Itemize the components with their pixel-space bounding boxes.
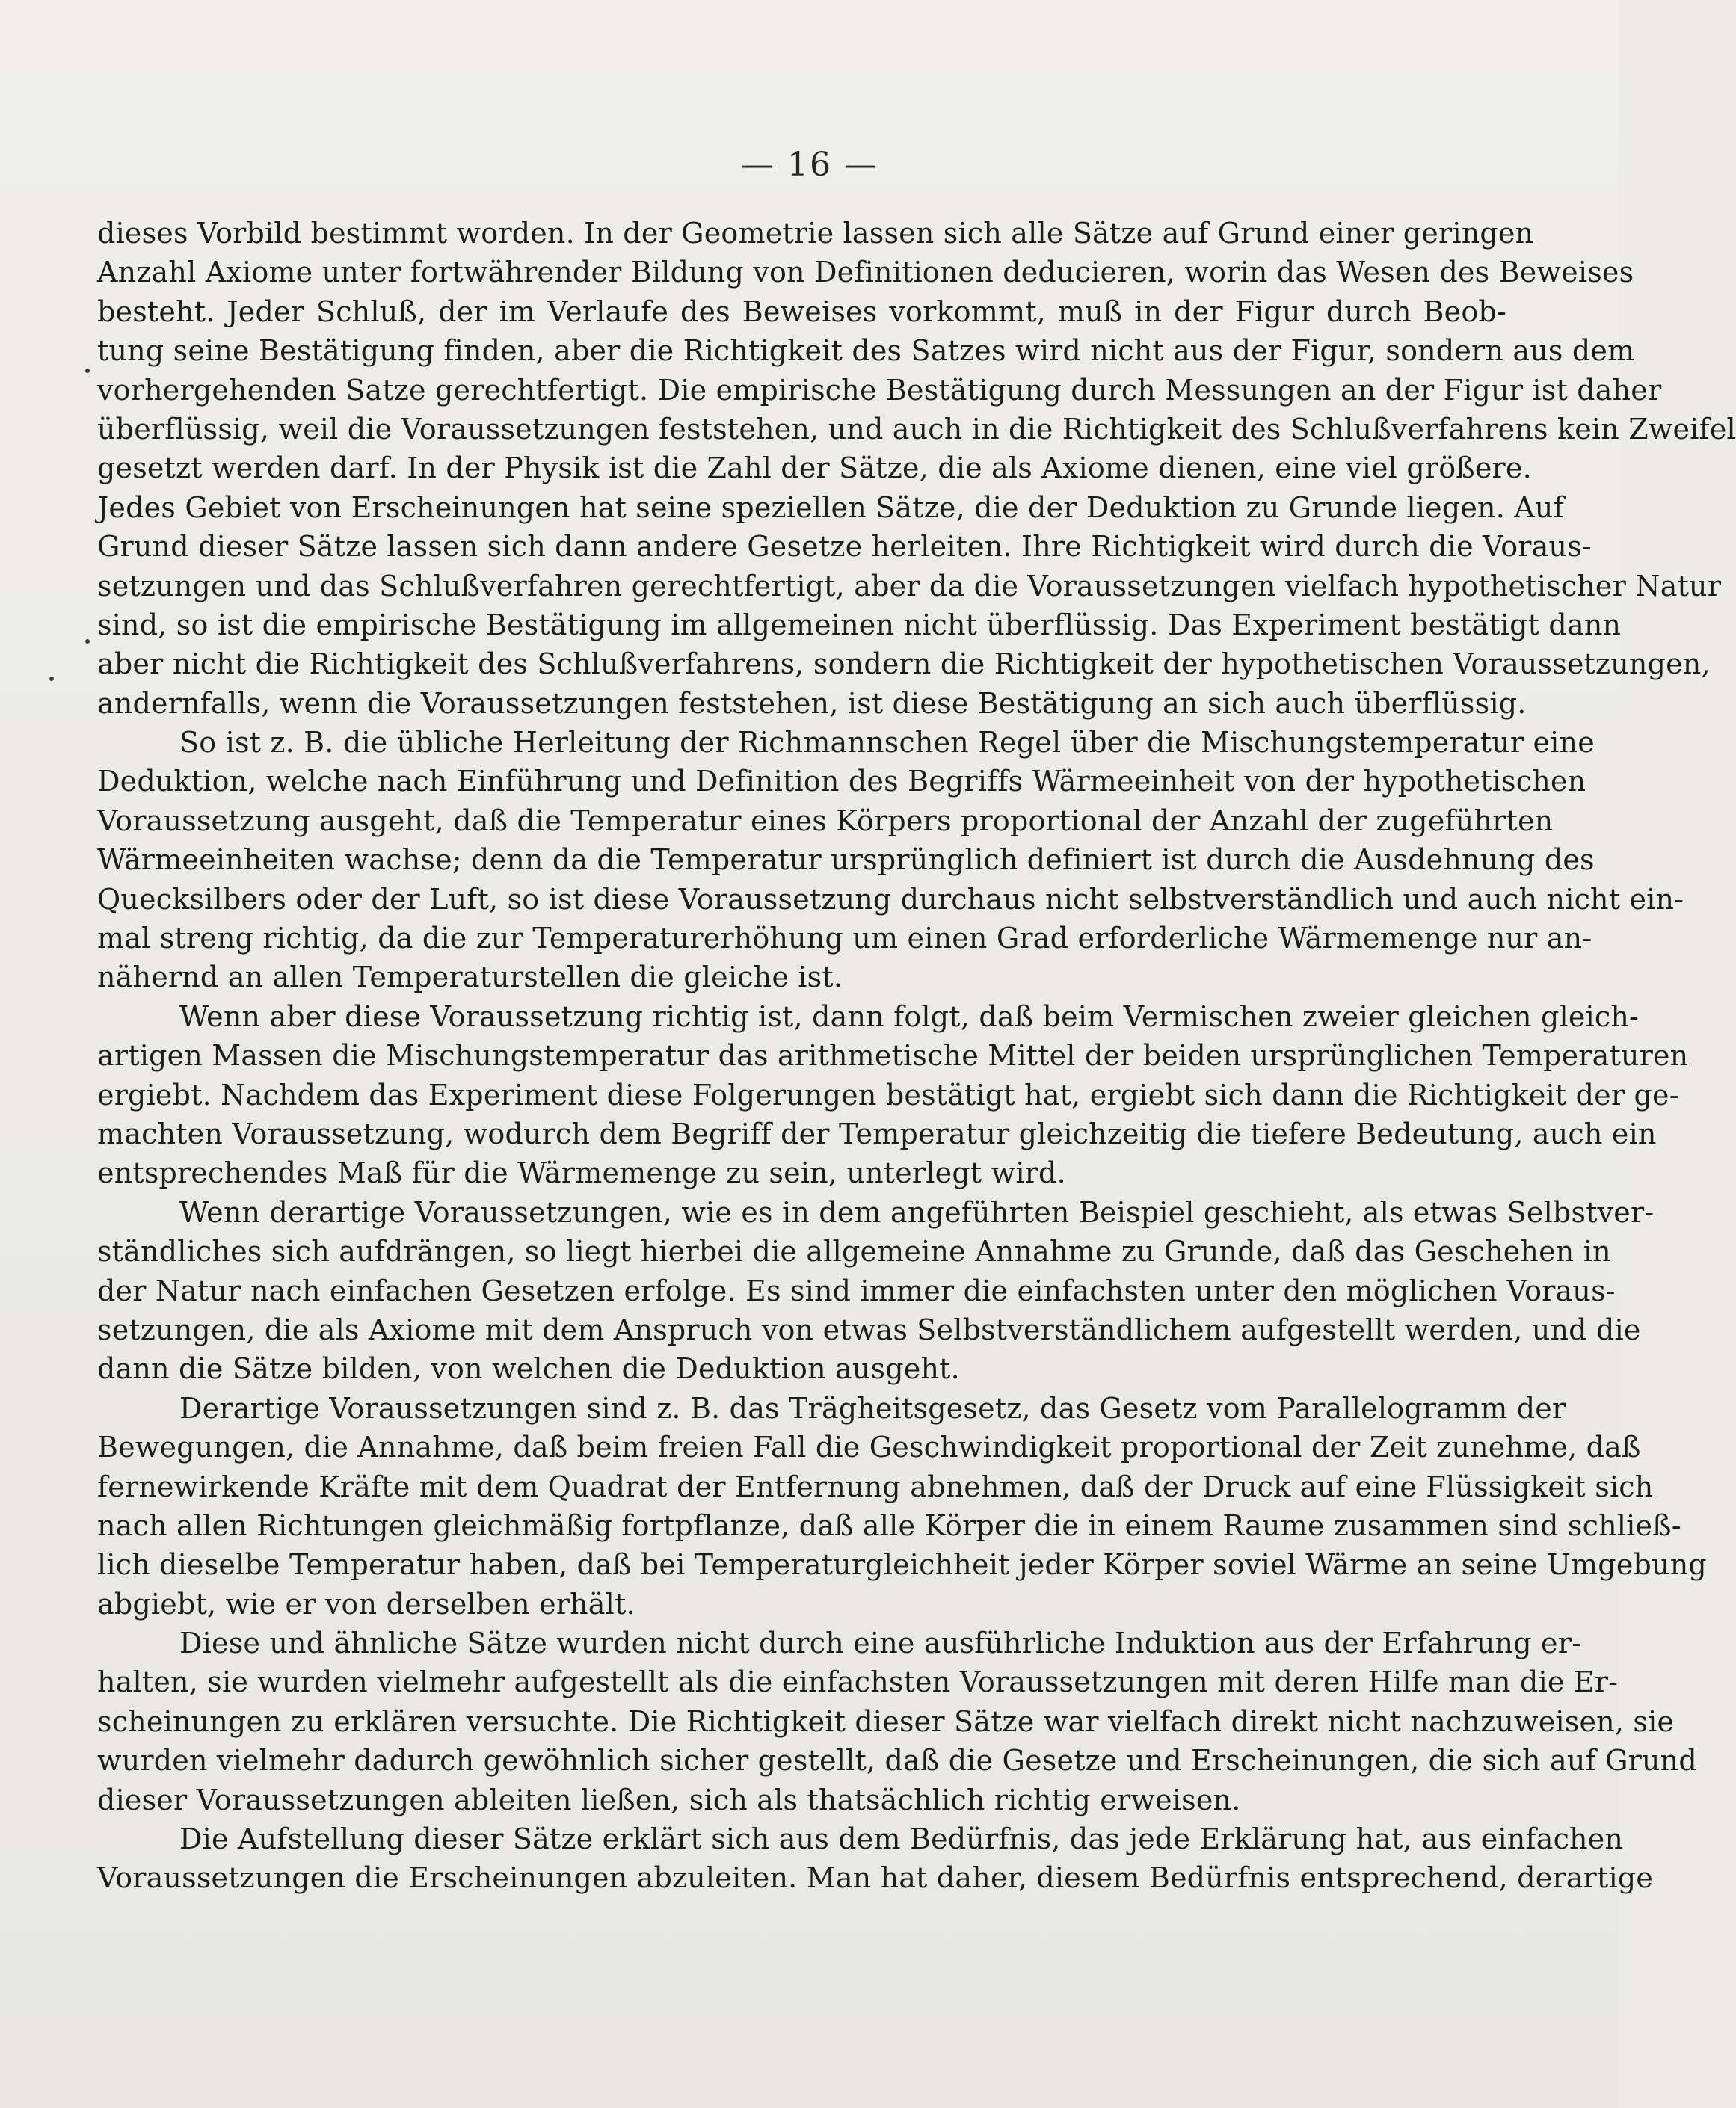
text-line: Deduktion, welche nach Einführung und Definition des Begriffs Wärmeeinheit von der hypothetischen xyxy=(97,765,1586,798)
text-line: tung seine Bestätigung finden, aber die Richtigkeit des Satzes wird nicht aus der Figur, sondern aus dem xyxy=(97,334,1635,368)
text-line: Wärmeeinheiten wachse; denn da die Temperatur ursprünglich definiert ist durch die Ausdehnung des xyxy=(97,843,1595,877)
paragraph-4 xyxy=(97,1193,1655,1389)
text-line: Die Aufstellung dieser Sätze erklärt sich aus dem Bedürfnis, das jede Erklärung hat, aus einfachen xyxy=(179,1822,1624,1856)
text-line: Diese und ähnliche Sätze wurden nicht durch eine ausführliche Induktion aus der Erfahrung er- xyxy=(179,1627,1582,1660)
text-line: besteht. Jeder Schluß, der im Verlaufe des Beweises vorkommt, muß in der Figur durch Beob- xyxy=(97,295,1506,328)
text-line: Anzahl Axiome unter fortwährender Bildung von Definitionen deducieren, worin das Wesen des Beweises xyxy=(97,256,1634,289)
body-text xyxy=(97,214,1736,1898)
text-line: dieses Vorbild bestimmt worden. In der Geometrie lassen sich alle Sätze auf Grund einer geringen xyxy=(97,217,1534,250)
text-line: dann die Sätze bilden, von welchen die Deduktion ausgeht. xyxy=(97,1352,960,1386)
text-line: ständliches sich aufdrängen, so liegt hierbei die allgemeine Annahme zu Grunde, daß das Geschehen in xyxy=(97,1235,1611,1269)
text-line: mal streng richtig, da die zur Temperaturerhöhung um einen Grad erforderliche Wärmemenge nur an- xyxy=(97,922,1592,955)
text-line: vorhergehenden Satze gerechtfertigt. Die empirische Bestätigung durch Messungen an der Figur ist daher xyxy=(97,373,1662,407)
text-line: halten, sie wurden vielmehr aufgestellt als die einfachsten Voraussetzungen mit deren Hilfe man die Er- xyxy=(97,1665,1619,1699)
margin-mark xyxy=(85,639,90,644)
text-line: ergiebt. Nachdem das Experiment diese Folgerungen bestätigt hat, ergiebt sich dann die Richtigkeit der ge- xyxy=(97,1078,1679,1112)
text-line: Voraussetzungen die Erscheinungen abzuleiten. Man hat daher, diesem Bedürfnis entsprechend, derartige xyxy=(97,1861,1654,1895)
margin-mark xyxy=(85,369,90,373)
paragraph-7 xyxy=(97,1819,1654,1898)
text-line: entsprechendes Maß für die Wärmemenge zu sein, unterlegt wird. xyxy=(97,1156,1066,1190)
text-line: dieser Voraussetzungen ableiten ließen, sich als thatsächlich richtig erweisen. xyxy=(97,1783,1241,1816)
text-line: Wenn derartige Voraussetzungen, wie es in dem angeführten Beispiel geschieht, als etwas Selbstver- xyxy=(179,1195,1655,1229)
text-line: So ist z. B. die übliche Herleitung der Richmannschen Regel über die Mischungstemperatur eine xyxy=(179,726,1595,759)
text-line: setzungen und das Schlußverfahren gerechtfertigt, aber da die Voraussetzungen vielfach hypothetischer Natur xyxy=(97,569,1722,602)
text-line: nach allen Richtungen gleichmäßig fortpflanze, daß alle Körper die in einem Raume zusammen sind schließ- xyxy=(97,1508,1681,1542)
page-number: — 16 — xyxy=(741,146,878,184)
text-line: gesetzt werden darf. In der Physik ist die Zahl der Sätze, die als Axiome dienen, eine viel größere. xyxy=(97,452,1532,485)
text-line: fernewirkende Kräfte mit dem Quadrat der Entfernung abnehmen, daß der Druck auf eine Flüssigkeit sich xyxy=(97,1470,1654,1503)
text-line: Wenn aber diese Voraussetzung richtig ist, dann folgt, daß beim Vermischen zweier gleichen gleich- xyxy=(179,999,1640,1033)
text-line: scheinungen zu erklären versuchte. Die Richtigkeit dieser Sätze war vielfach direkt nicht nachzuweisen, sie xyxy=(97,1704,1675,1738)
text-line: überflüssig, weil die Voraussetzungen feststehen, und auch in die Richtigkeit des Schlußverfahrens kein Zweifel xyxy=(97,412,1736,446)
text-line: machten Voraussetzung, wodurch dem Begriff der Temperatur gleichzeitig die tiefere Bedeutung, auch ein xyxy=(97,1117,1657,1150)
text-line: sind, so ist die empirische Bestätigung im allgemeinen nicht überflüssig. Das Experiment bestätigt dann xyxy=(97,608,1622,641)
paragraph-6 xyxy=(97,1624,1697,1819)
text-line: aber nicht die Richtigkeit des Schlußverfahrens, sondern die Richtigkeit der hypothetischen Voraussetzungen, xyxy=(97,647,1711,681)
text-line: nähernd an allen Temperaturstellen die gleiche ist. xyxy=(97,961,843,994)
paragraph-2 xyxy=(97,723,1684,997)
text-line: Jedes Gebiet von Erscheinungen hat seine speziellen Sätze, die der Deduktion zu Grunde liegen. Auf xyxy=(97,490,1564,524)
text-line: Voraussetzung ausgeht, daß die Temperatur eines Körpers proportional der Anzahl der zugeführten xyxy=(97,804,1554,837)
text-line: artigen Massen die Mischungstemperatur das arithmetische Mittel der beiden ursprünglichen Temperaturen xyxy=(97,1039,1689,1073)
text-line: andernfalls, wenn die Voraussetzungen feststehen, ist diese Bestätigung an sich auch überflüssig. xyxy=(97,686,1527,720)
text-line: Quecksilbers oder der Luft, so ist diese Voraussetzung durchaus nicht selbstverständlich und auch nicht ein- xyxy=(97,882,1684,916)
text-line: der Natur nach einfachen Gesetzen erfolge. Es sind immer die einfachsten unter den möglichen Voraus- xyxy=(97,1274,1616,1307)
text-line: Derartige Voraussetzungen sind z. B. das Trägheitsgesetz, das Gesetz vom Parallelogramm der xyxy=(179,1391,1566,1425)
text-line: setzungen, die als Axiome mit dem Anspruch von etwas Selbstverständlichem aufgestellt werden, und die xyxy=(97,1313,1641,1346)
text-line: lich dieselbe Temperatur haben, daß bei Temperaturgleichheit jeder Körper soviel Wärme an seine Umgebung xyxy=(97,1548,1707,1582)
text-line: Grund dieser Sätze lassen sich dann andere Gesetze herleiten. Ihre Richtigkeit wird durch die Voraus- xyxy=(97,530,1592,564)
margin-mark xyxy=(49,677,54,681)
paragraph-1 xyxy=(97,214,1736,723)
text-line: wurden vielmehr dadurch gewöhnlich sicher gestellt, daß die Gesetze und Erscheinungen, die sich auf Grund xyxy=(97,1744,1697,1778)
text-line: Bewegungen, die Annahme, daß beim freien Fall die Geschwindigkeit proportional der Zeit zunehme, daß xyxy=(97,1431,1641,1464)
text-line: abgiebt, wie er von derselben erhält. xyxy=(97,1587,635,1621)
paragraph-3 xyxy=(97,997,1689,1193)
paragraph-5 xyxy=(97,1389,1707,1624)
